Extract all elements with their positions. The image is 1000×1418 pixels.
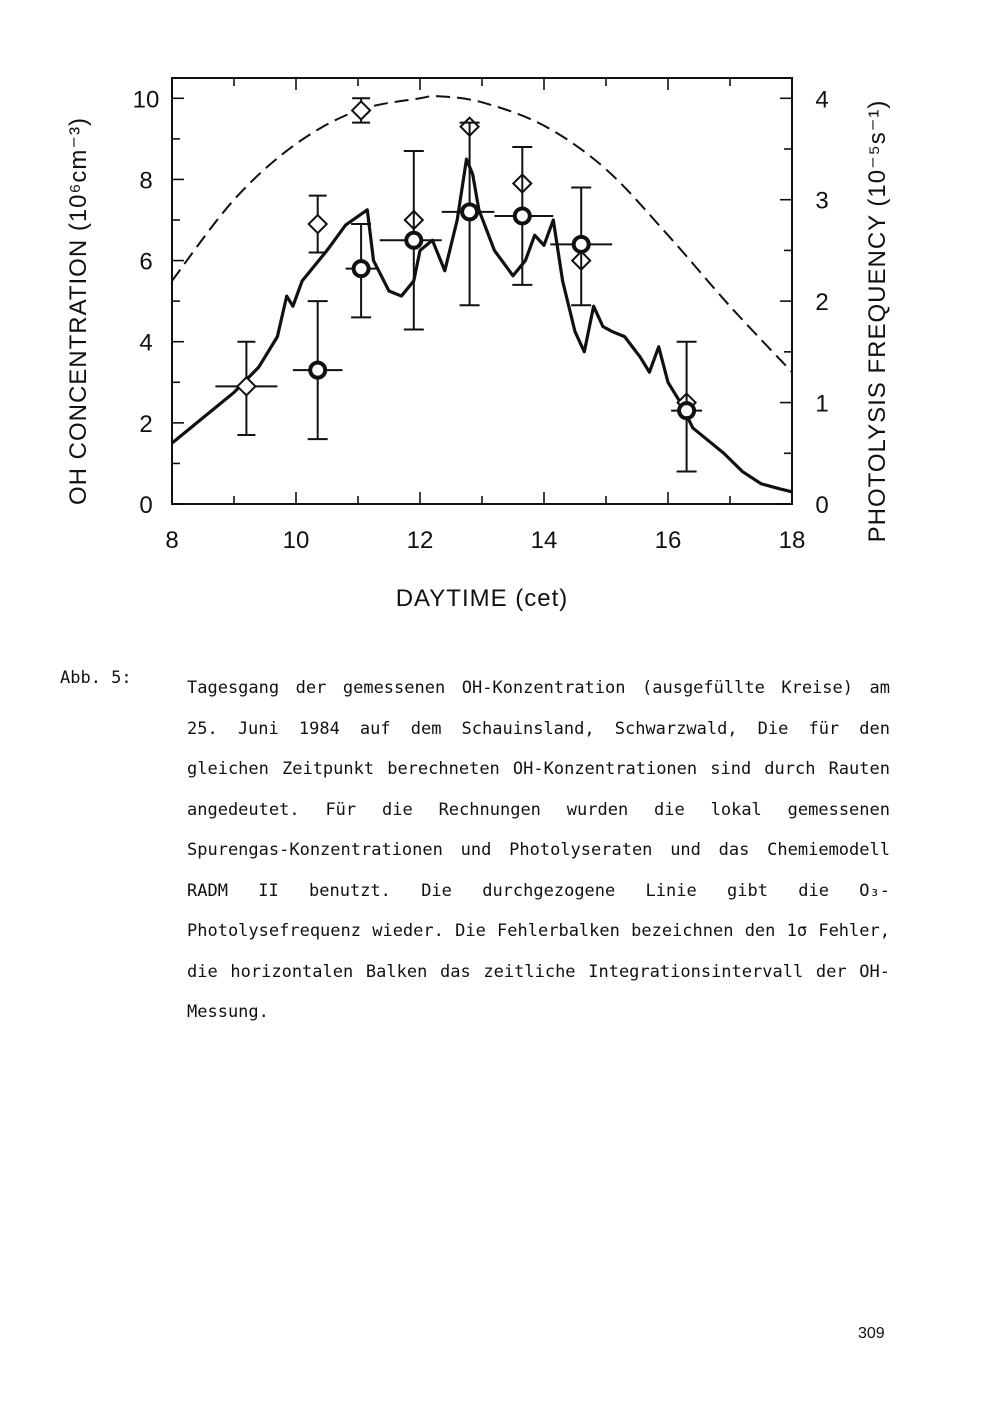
measured-oh-circle-marker: [574, 237, 589, 252]
left-y-tick-label: 8: [139, 167, 153, 195]
x-tick-label: 8: [165, 527, 179, 554]
x-tick-label: 10: [282, 527, 310, 554]
left-y-tick-label: 0: [139, 492, 153, 519]
axes-group: [133, 78, 829, 554]
page-number: 309: [858, 1325, 885, 1342]
calculated-oh-diamond-marker: [237, 377, 255, 395]
x-tick-label: 12: [406, 527, 434, 554]
x-tick-label: 14: [530, 527, 558, 554]
calculated-oh-diamond-marker: [352, 101, 370, 119]
right-y-axis-title: PHOTOLYSIS FREQUENCY (10⁻⁵s⁻¹): [864, 99, 891, 543]
right-y-tick-label: 1: [815, 390, 829, 418]
left-y-tick-label: 4: [139, 329, 153, 357]
caption-text: Tagesgang der gemessenen OH-Konzentration (ausgefüllte Kreise) am 25. Juni 1984 auf dem Schauinsland, Schwarzwald, Die für den gleichen Zeitpunkt berechneten OH-Konzentrationen sind durch Rauten angedeutet. Für die Rechnungen wurden die lokal gemessenen Spurengas-Konzentrationen und Photolyseraten und das Chemiemodell RADM II benutzt. Die durchgezogene Linie gibt die O₃-Photolysefrequenz wieder. Die Fehlerbalken bezeichnen den 1σ Fehler, die horizontalen Balken das zeitliche Integrationsintervall der OH-Messung.: [187, 678, 890, 1022]
plot-frame: [172, 78, 792, 504]
right-y-tick-label: 4: [815, 86, 829, 114]
dashed-line-group: [172, 96, 792, 372]
left-y-tick-label: 2: [139, 410, 153, 438]
left-y-tick-label: 10: [132, 86, 160, 114]
x-axis-title: DAYTIME (cet): [395, 585, 569, 612]
measured-oh-circle-marker: [406, 233, 421, 248]
figure: [0, 0, 1000, 640]
calculated-oh-diamond-marker: [309, 215, 327, 233]
photolysis-clear-sky-dashed-line: [172, 96, 792, 372]
x-tick-label: 16: [654, 527, 682, 554]
x-tick-label: 18: [778, 527, 806, 554]
right-y-tick-label: 0: [815, 492, 829, 519]
o3-photolysis-solid-line: [172, 159, 792, 492]
right-y-tick-label: 2: [815, 289, 829, 317]
measured-oh-circle-marker: [310, 363, 325, 378]
markers-group: [215, 98, 702, 471]
left-y-axis-title: OH CONCENTRATION (10⁶cm⁻³): [65, 116, 92, 506]
right-y-tick-label: 3: [815, 187, 829, 215]
caption-label: Abb. 5:: [60, 668, 132, 688]
measured-oh-circle-marker: [679, 403, 694, 418]
left-y-tick-label: 6: [139, 248, 153, 276]
measured-oh-circle-marker: [462, 204, 477, 219]
measured-oh-circle-marker: [515, 208, 530, 223]
measured-oh-circle-marker: [354, 261, 369, 276]
solid-line-group: [172, 159, 792, 492]
